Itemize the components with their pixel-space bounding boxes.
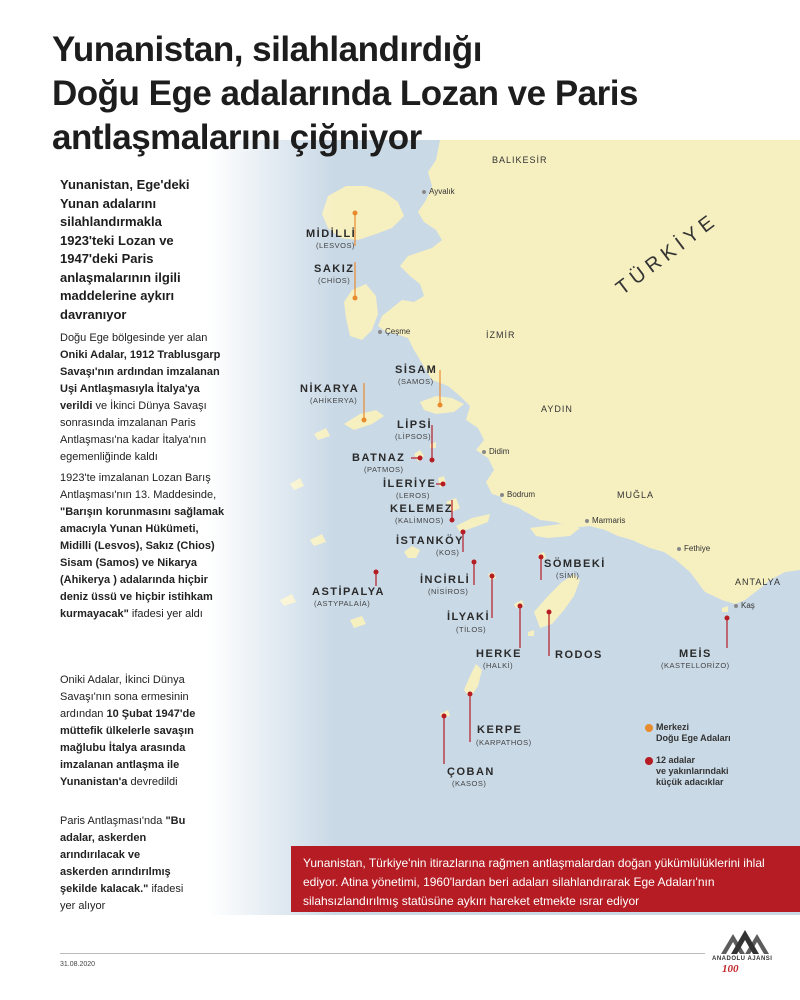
agency-name: ANADOLU AJANSI xyxy=(712,956,773,962)
island-label-lipsi: LİPSİ xyxy=(397,419,433,431)
title-line-1: Yunanistan, silahlandırdığı xyxy=(52,30,482,69)
marker-nikarya xyxy=(362,418,367,423)
country-label-turkiye: TÜRKİYE xyxy=(612,208,723,300)
footer-divider xyxy=(60,953,705,954)
island-label-coban: ÇOBAN xyxy=(447,766,495,778)
marker-kerpe xyxy=(468,692,473,697)
marker-kelemez xyxy=(450,518,455,523)
p4-text-c: ifadesi yer alıyor xyxy=(60,883,184,912)
marker-astipalya xyxy=(374,570,379,575)
marker-sakiz xyxy=(353,296,358,301)
island-sublabel-nikarya: (AHİKERYA) xyxy=(310,396,358,405)
town-label-ayvalik: Ayvalık xyxy=(429,187,455,196)
note-box: Yunanistan, Türkiye'nin itirazlarına rağmen antlaşmalardan doğan yükümlülüklerini ihlal ediyor. Atina yönetimi, 1960'lardan beri adaları silahlandırarak Ege Adaları'nın silahsızlandırılmış statüsüne aykırı hareket etmekte ısrar ediyor xyxy=(291,846,800,912)
p1-text-c: ve İkinci Dünya Savaşı sonrasında imzalanan Paris Antlaşması'na kadar İtalya'nın egemenliğinde kaldı xyxy=(60,400,207,463)
island-label-kelemez: KELEMEZ xyxy=(390,503,454,515)
island-label-sakiz: SAKIZ xyxy=(314,263,355,275)
island-label-meis: MEİS xyxy=(679,648,712,660)
marker-ileriye xyxy=(441,482,446,487)
town-dot-ayvalik xyxy=(422,190,426,194)
p3-text-a: Oniki Adalar, İkinci Dünya Savaşı'nın sona ermesinin ardından xyxy=(60,674,189,720)
marker-meis xyxy=(725,616,730,621)
city-label-mugla: MUĞLA xyxy=(617,490,655,500)
marker-istankoy xyxy=(461,530,466,535)
p2-text-c: ifadesi yer aldı xyxy=(128,608,203,620)
town-dot-marmaris xyxy=(585,519,589,523)
marker-lipsi xyxy=(430,458,435,463)
island-label-sombeki: SÖMBEKİ xyxy=(544,558,606,570)
marker-ilyaki xyxy=(490,574,495,579)
island-sublabel-batnaz: (PATMOS) xyxy=(364,465,404,474)
island-label-sisam: SİSAM xyxy=(395,364,438,376)
town-label-cesme: Çeşme xyxy=(385,327,411,336)
p4-text-a: Paris Antlaşması'nda xyxy=(60,815,166,827)
island-sublabel-ilyaki: (TİLOS) xyxy=(456,625,487,634)
town-label-fethiye: Fethiye xyxy=(684,544,711,553)
city-label-balikesir: BALIKESİR xyxy=(492,155,548,165)
paragraph-2 xyxy=(60,470,232,623)
lead-text: Yunanistan, Ege'deki Yunan adalarını silahlandırmakla 1923'teki Lozan ve 1947'deki Paris anlaşmalarının ilgili maddelerine aykırı davranıyor xyxy=(60,177,190,322)
legend-red-dot xyxy=(645,757,653,765)
marker-rodos xyxy=(547,610,552,615)
island-sublabel-ileriye: (LEROS) xyxy=(396,491,430,500)
town-dot-cesme xyxy=(378,330,382,334)
p1-text-a: Doğu Ege bölgesinde yer alan xyxy=(60,332,208,344)
island-sublabel-sombeki: (SİMİ) xyxy=(556,571,580,580)
town-label-didim: Didim xyxy=(489,447,510,456)
island-sublabel-incirli: (NİSİROS) xyxy=(428,587,469,596)
island-sublabel-kelemez: (KALİMNOS) xyxy=(395,516,444,525)
island-sublabel-meis: (KASTELLORİZO) xyxy=(661,661,730,670)
city-label-aydin: AYDIN xyxy=(541,404,573,414)
island-label-incirli: İNCİRLİ xyxy=(420,574,471,586)
p2-text-a: 1923'te imzalanan Lozan Barış Antlaşması'nın 13. Maddesinde, xyxy=(60,472,217,501)
island-label-herke: HERKE xyxy=(476,648,523,660)
island-label-kerpe: KERPE xyxy=(477,724,523,736)
city-label-izmir: İZMİR xyxy=(486,330,516,340)
town-dot-kas xyxy=(734,604,738,608)
p3-text-b: 10 Şubat 1947'de müttefik ülkelerle savaşın mağlubu İtalya arasında imzalanan antlaşma ile Yunanistan'a xyxy=(60,708,196,788)
island-label-batnaz: BATNAZ xyxy=(352,452,406,464)
island-label-istankoy: İSTANKÖY xyxy=(396,535,465,547)
legend-red-line-3: küçük adacıklar xyxy=(656,777,724,787)
town-dot-bodrum xyxy=(500,493,504,497)
page-title xyxy=(52,28,752,160)
island-sublabel-coban: (KASOS) xyxy=(452,779,487,788)
island-sublabel-astipalya: (ASTYPALAİA) xyxy=(314,599,371,608)
marker-sombeki xyxy=(539,555,544,560)
legend-red-label xyxy=(656,755,729,788)
city-label-antalya: ANTALYA xyxy=(735,577,782,587)
island-sublabel-istankoy: (KOS) xyxy=(436,548,460,557)
marker-sisam xyxy=(438,403,443,408)
legend-orange-line-1: Merkezi xyxy=(656,722,690,732)
town-label-marmaris: Marmaris xyxy=(592,516,626,525)
marker-coban xyxy=(442,714,447,719)
marker-batnaz xyxy=(418,456,423,461)
town-dot-didim xyxy=(482,450,486,454)
town-dot-fethiye xyxy=(677,547,681,551)
town-label-bodrum: Bodrum xyxy=(507,490,536,499)
legend-orange-label xyxy=(656,722,731,744)
island-label-astipalya: ASTİPALYA xyxy=(312,586,386,598)
title-line-2: Doğu Ege adalarında Lozan ve Paris xyxy=(52,74,638,113)
p3-text-c: devredildi xyxy=(127,776,178,788)
title-line-3: antlaşmalarını çiğniyor xyxy=(52,118,422,157)
island-sublabel-kerpe: (KARPATHOS) xyxy=(476,738,532,747)
legend-orange-line-2: Doğu Ege Adaları xyxy=(656,733,731,743)
island-sublabel-sisam: (SAMOS) xyxy=(398,377,434,386)
island-label-ilyaki: İLYAKİ xyxy=(447,611,491,623)
island-sublabel-herke: (HALKİ) xyxy=(483,661,514,670)
marker-incirli xyxy=(472,560,477,565)
paragraph-3 xyxy=(60,672,220,791)
legend-red-line-2: ve yakınlarındaki xyxy=(656,766,729,776)
island-sublabel-midilli: (LESVOS) xyxy=(316,241,356,250)
town-label-kas: Kaş xyxy=(741,601,755,610)
paragraph-4 xyxy=(60,813,190,915)
p4-text-b: "Bu adalar, askerden arındırılacak ve askerden arındırılmış şekilde kalacak." xyxy=(60,815,186,895)
island-label-ileriye: İLERİYE xyxy=(383,478,437,490)
marker-herke xyxy=(518,604,523,609)
p2-text-b: "Barışın korunmasını sağlamak amacıyla Yunan Hükümeti, Midilli (Lesvos), Sakız (Chios) Sisam (Samos) ve Nikarya (Ahikerya ) adalarında hiçbir deniz üssü ve hiçbir istihkam kurmayacak" xyxy=(60,506,225,620)
anniversary-mark: 100 xyxy=(722,963,739,975)
island-label-nikarya: NİKARYA xyxy=(300,383,360,395)
island-sublabel-sakiz: (CHİOS) xyxy=(318,276,351,285)
island-label-rodos: RODOS xyxy=(555,649,603,661)
legend-orange-dot xyxy=(645,724,653,732)
footer-date: 31.08.2020 xyxy=(60,961,96,968)
island-label-midilli: MİDİLLİ xyxy=(306,228,357,240)
footer-white xyxy=(0,915,800,1000)
marker-midilli xyxy=(353,211,358,216)
legend-red-line-1: 12 adalar xyxy=(656,755,696,765)
p1-text-b: Oniki Adalar, 1912 Trablusgarp Savaşı'nın ardından imzalanan Uşi Antlaşmasıyla İtalya'ya verildi xyxy=(60,349,221,412)
island-sublabel-lipsi: (LİPSOS) xyxy=(395,432,432,441)
paragraph-1 xyxy=(60,330,230,466)
